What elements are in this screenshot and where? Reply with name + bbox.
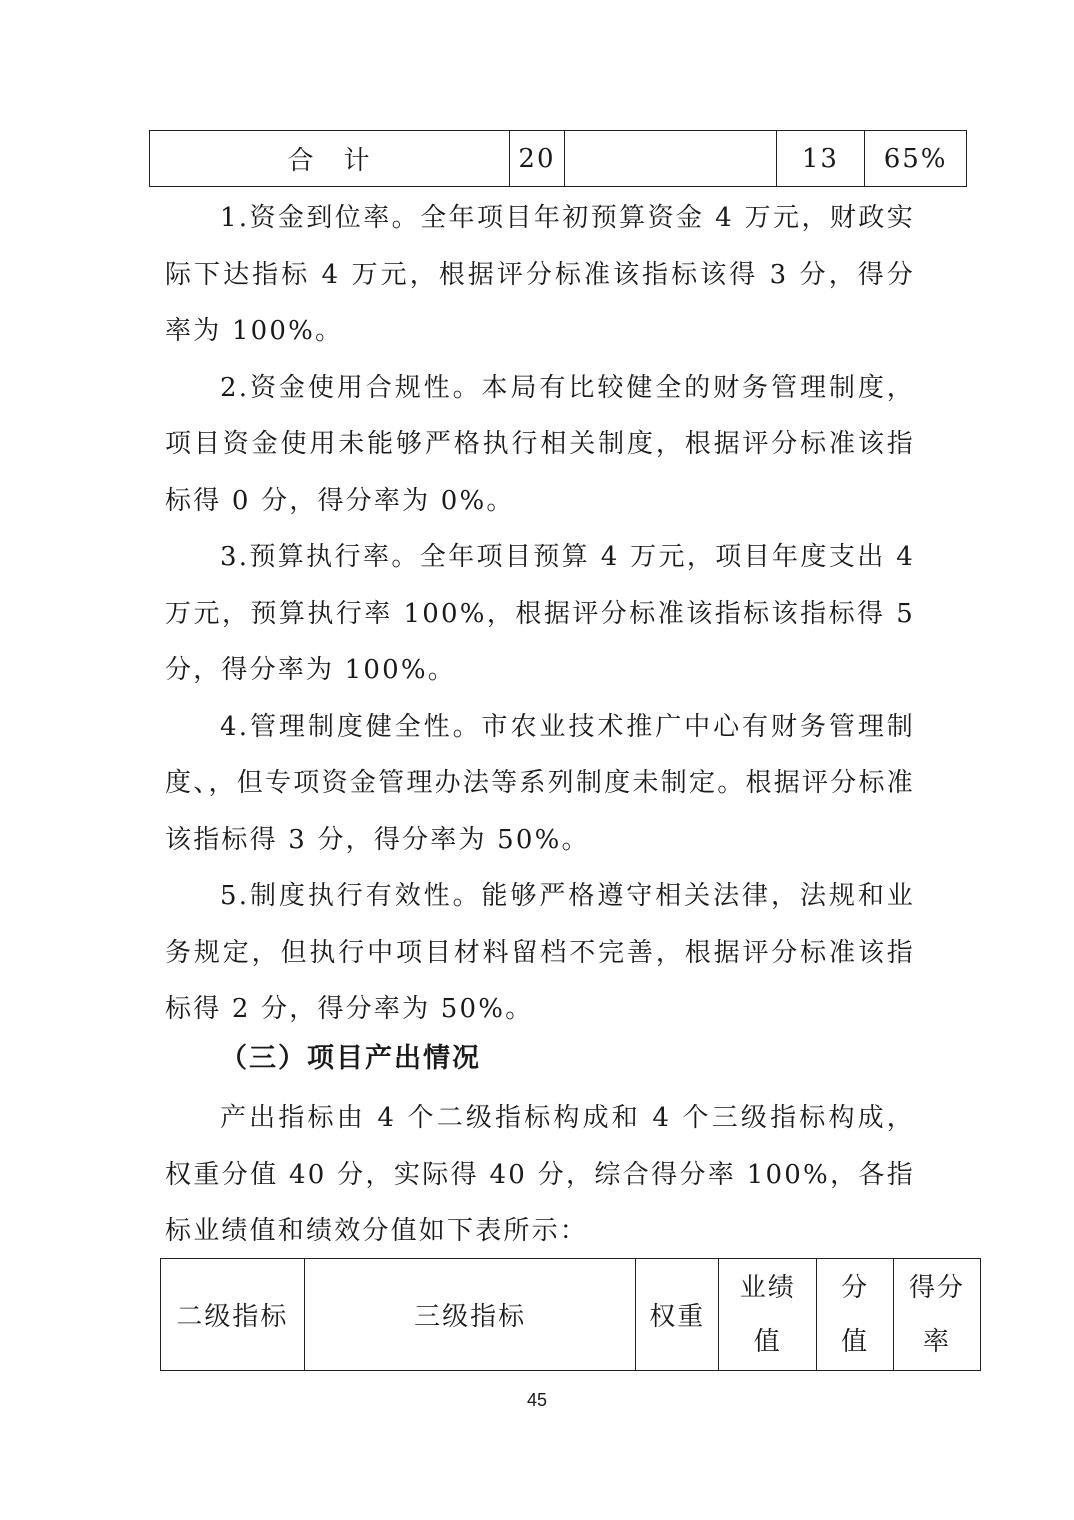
paragraph-management-system: 4.管理制度健全性。市农业技术推广中心有财务管理制度、，但专项资金管理办法等系列制度未制定。根据评分标准该指标得 3 分，得分率为 50%。: [165, 711, 915, 855]
output-indicator-table: [160, 1258, 981, 1371]
header-score-line1: 分: [841, 1272, 870, 1303]
header-score-line2: 值: [841, 1326, 870, 1357]
paragraph-budget-execution: 3.预算执行率。全年项目预算 4 万元，项目年度支出 4 万元，预算执行率 100%，根据评分标准该指标该指标得 5 分，得分率为 100%。: [165, 542, 915, 685]
header-level3: 三级指标: [304, 1259, 636, 1371]
header-performance-line1: 业绩: [739, 1272, 796, 1303]
total-label-cell: 合 计: [150, 131, 510, 187]
header-performance-value: [719, 1259, 817, 1371]
paragraph-fund-arrival: 1.资金到位率。全年项目年初预算资金 4 万元，财政实际下达指标 4 万元，根据评分标准该指标该得 3 分，得分率为 100%。: [165, 203, 915, 346]
table-header-row: [161, 1259, 981, 1371]
header-level2: 二级指标: [161, 1259, 305, 1371]
section-heading: （三）项目产出情况: [220, 1043, 481, 1074]
output-intro-block: [165, 1090, 915, 1260]
total-score-cell: 13: [776, 131, 865, 187]
page-number: 45: [526, 1390, 548, 1410]
header-rate-line1: 得分: [909, 1272, 966, 1303]
header-score-rate: [894, 1259, 981, 1371]
paragraph-fund-compliance: 2.资金使用合规性。本局有比较健全的财务管理制度，项目资金使用未能够严格执行相关制度，根据评分标准该指标得 0 分，得分率为 0%。: [165, 372, 915, 516]
header-performance-line2: 值: [753, 1326, 782, 1357]
output-intro-paragraph: 产出指标由 4 个二级指标构成和 4 个三级指标构成，权重分值 40 分，实际得 40 分，综合得分率 100%，各指标业绩值和绩效分值如下表所示：: [165, 1103, 915, 1246]
total-row-table: [149, 130, 967, 187]
header-score: [817, 1259, 894, 1371]
paragraph-system-effectiveness: 5.制度执行有效性。能够严格遵守相关法律，法规和业务规定，但执行中项目材料留档不完善，根据评分标准该指标得 2 分，得分率为 50%。: [165, 881, 915, 1024]
table-row: [150, 131, 967, 187]
header-weight: 权重: [636, 1259, 719, 1371]
header-rate-line2: 率: [923, 1326, 952, 1357]
total-rate-cell: 65%: [865, 131, 967, 187]
total-blank-cell: [564, 131, 776, 187]
evaluation-paragraphs: [165, 190, 915, 1038]
total-weight-cell: 20: [510, 131, 565, 187]
